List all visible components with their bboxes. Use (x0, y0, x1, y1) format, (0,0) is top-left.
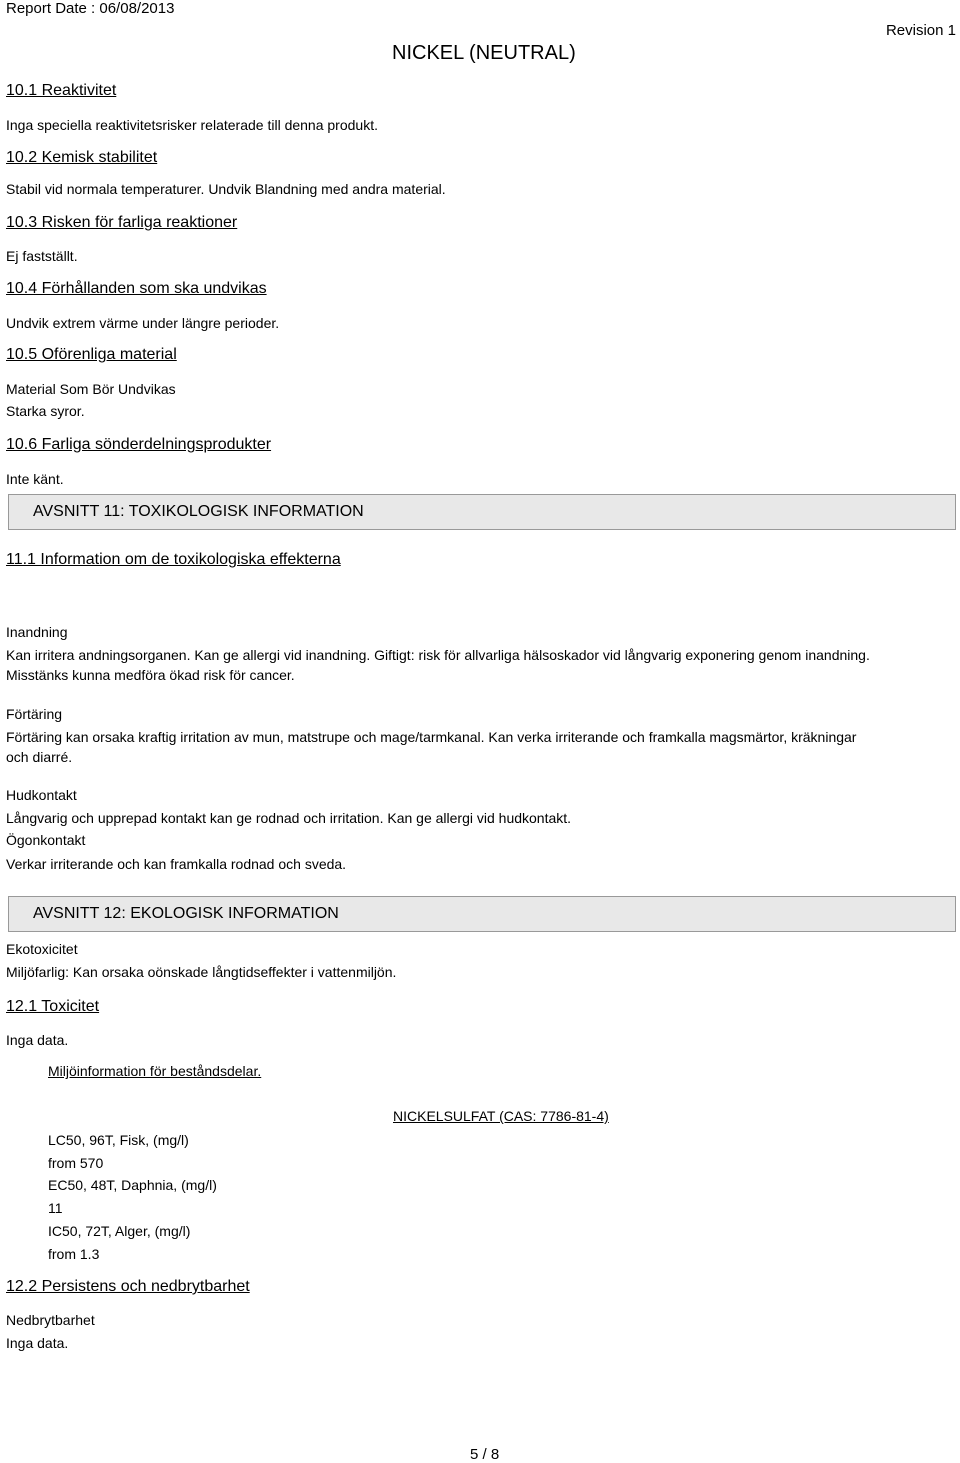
ingestion-text-2: och diarré. (6, 749, 73, 765)
eye-contact-label: Ögonkontakt (6, 832, 86, 848)
heading-10-6: 10.6 Farliga sönderdelningsprodukter (6, 436, 272, 453)
text-10-6: Inte känt. (6, 471, 64, 487)
document-title: NICKEL (NEUTRAL) (392, 42, 576, 64)
tox-row-2: from 570 (48, 1155, 104, 1171)
revision: Revision 1 (885, 22, 956, 39)
report-date: Report Date : 06/08/2013 (6, 0, 175, 17)
ecotoxicity-text: Miljöfarlig: Kan orsaka oönskade långtidseffekter i vattenmiljön. (6, 964, 397, 980)
heading-12-1: 12.1 Toxicitet (6, 998, 100, 1015)
section-12-banner (8, 896, 956, 932)
text-10-4: Undvik extrem värme under längre perioder. (6, 315, 280, 331)
inhalation-text-1: Kan irritera andningsorganen. Kan ge allergi vid inandning. Giftigt: risk för allvarliga hälsoskador vid långvarig exponering genom inandning. (6, 647, 870, 663)
tox-row-6: from 1.3 (48, 1246, 100, 1262)
heading-11-1: 11.1 Information om de toxikologiska effekterna (6, 551, 341, 568)
text-10-2: Stabil vid normala temperaturer. Undvik Blandning med andra material. (6, 181, 446, 197)
component-env-info-heading: Miljöinformation för beståndsdelar. (48, 1063, 262, 1079)
inhalation-text-2: Misstänks kunna medföra ökad risk för cancer. (6, 667, 295, 683)
ingestion-text-1: Förtäring kan orsaka kraftig irritation av mun, matstrupe och mage/tarmkanal. Kan verka irriterande och framkalla magsmärtor, kräkningar (6, 729, 857, 745)
tox-row-4: 11 (48, 1200, 63, 1216)
text-10-5: Starka syror. (6, 403, 85, 419)
tox-row-5: IC50, 72T, Alger, (mg/l) (48, 1223, 191, 1239)
text-10-1: Inga speciella reaktivitetsrisker relaterade till denna produkt. (6, 117, 378, 133)
section-11-title: AVSNITT 11: TOXIKOLOGISK INFORMATION (33, 503, 364, 520)
heading-10-4: 10.4 Förhållanden som ska undvikas (6, 280, 267, 297)
toxicity-text: Inga data. (6, 1032, 69, 1048)
skin-contact-text: Långvarig och upprepad kontakt kan ge rodnad och irritation. Kan ge allergi vid hudkontakt. (6, 810, 572, 826)
section-12-title: AVSNITT 12: EKOLOGISK INFORMATION (33, 905, 339, 922)
skin-contact-label: Hudkontakt (6, 787, 77, 803)
tox-row-1: LC50, 96T, Fisk, (mg/l) (48, 1132, 189, 1148)
heading-10-2: 10.2 Kemisk stabilitet (6, 149, 158, 166)
ingestion-label: Förtäring (6, 706, 63, 722)
page-number: 5 / 8 (470, 1446, 500, 1463)
heading-10-3: 10.3 Risken för farliga reaktioner (6, 214, 238, 231)
inhalation-label: Inandning (6, 624, 68, 640)
heading-12-2: 12.2 Persistens och nedbrytbarhet (6, 1278, 250, 1295)
degradability-text: Inga data. (6, 1335, 69, 1351)
text-10-3: Ej fastställt. (6, 248, 78, 264)
degradability-label: Nedbrytbarhet (6, 1312, 95, 1328)
text-10-5-label: Material Som Bör Undvikas (6, 381, 176, 397)
section-11-banner (8, 494, 956, 530)
eye-contact-text: Verkar irriterande och kan framkalla rodnad och sveda. (6, 856, 347, 872)
component-name: NICKELSULFAT (CAS: 7786-81-4) (393, 1108, 609, 1124)
tox-row-3: EC50, 48T, Daphnia, (mg/l) (48, 1177, 217, 1193)
heading-10-1: 10.1 Reaktivitet (6, 82, 117, 99)
heading-10-5: 10.5 Oförenliga material (6, 346, 177, 363)
ecotoxicity-label: Ekotoxicitet (6, 941, 78, 957)
